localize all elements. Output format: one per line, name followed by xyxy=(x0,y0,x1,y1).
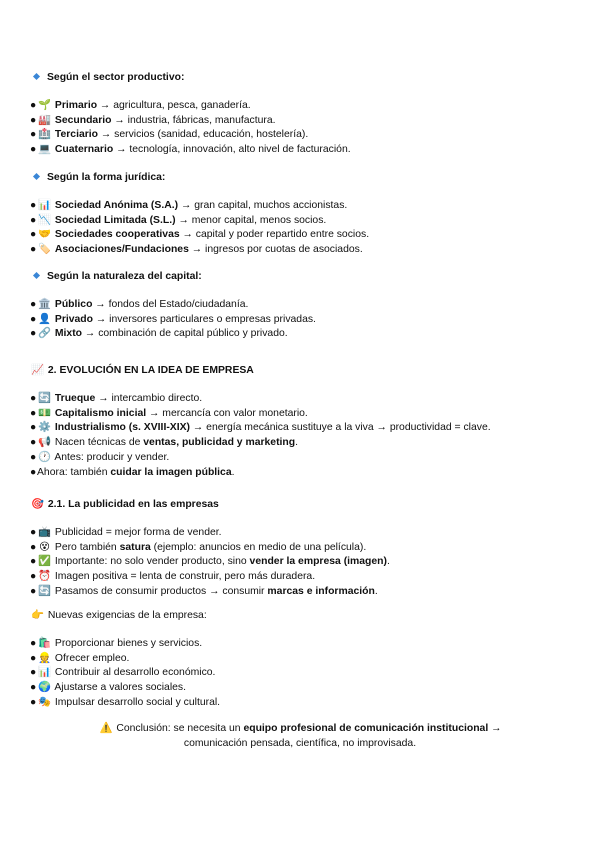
item-emoji-icon: 📊 xyxy=(38,667,51,679)
item-term: cuidar la imagen pública xyxy=(110,466,232,478)
item-emoji-icon: 💵 xyxy=(38,407,51,419)
list-item xyxy=(30,128,575,143)
item-emoji-icon: 📺 xyxy=(38,526,51,538)
capital-section xyxy=(30,270,575,342)
item-emoji-icon: 🔄 xyxy=(38,585,51,597)
bullet-icon: ● xyxy=(30,667,37,679)
item-emoji-icon: 🎭 xyxy=(38,696,51,708)
bullet-icon: ● xyxy=(30,313,37,325)
item-emoji-icon: 🌱 xyxy=(38,99,51,111)
item-term: ventas, publicidad y marketing xyxy=(143,437,296,449)
item-emoji-icon: 🕐 xyxy=(38,451,51,463)
bullet-icon: ● xyxy=(30,244,37,256)
item-description: → tecnología, innovación, alto nivel de facturación. xyxy=(113,144,351,156)
sector-list xyxy=(30,99,575,158)
capital-heading: Según la naturaleza del capital: xyxy=(30,270,575,285)
item-emoji-icon: ⏰ xyxy=(38,571,51,583)
item-description: → energía mecánica sustituye a la viva → productividad = clave. xyxy=(190,422,491,434)
juridica-list xyxy=(30,199,575,258)
publicidad-list xyxy=(30,526,575,600)
item-text: Ofrecer empleo. xyxy=(54,652,130,664)
item-emoji-icon: ✅ xyxy=(38,556,51,568)
item-emoji-icon: 🛍️ xyxy=(38,637,51,649)
juridica-heading: Según la forma jurídica: xyxy=(30,171,575,186)
item-term: vender la empresa (imagen) xyxy=(249,556,387,568)
sector-section xyxy=(30,71,575,158)
item-description: → intercambio directo. xyxy=(95,392,203,404)
item-emoji-icon: 📢 xyxy=(38,437,51,449)
item-term: Trueque xyxy=(54,392,96,404)
list-item xyxy=(30,99,575,114)
list-item xyxy=(30,313,575,328)
item-emoji-icon: 🤝 xyxy=(38,229,51,241)
item-emoji-icon: 👤 xyxy=(38,313,51,325)
bullet-icon: ● xyxy=(30,328,37,340)
bullet-icon: ● xyxy=(30,571,37,583)
list-item xyxy=(30,243,575,258)
item-emoji-icon: 📉 xyxy=(38,214,51,226)
bullet-icon: ● xyxy=(30,556,37,568)
item-term: satura xyxy=(119,541,151,553)
diamond-bullet-icon xyxy=(33,272,40,279)
list-item xyxy=(30,696,575,711)
exigencias-intro: 👉 Nuevas exigencias de la empresa: xyxy=(30,609,575,624)
diamond-bullet-icon xyxy=(33,73,40,80)
item-term: Secundario xyxy=(54,114,112,126)
diamond-bullet-icon xyxy=(33,173,40,180)
list-item xyxy=(30,143,575,158)
bullet-icon: ● xyxy=(30,392,37,404)
list-item xyxy=(30,570,575,585)
list-item xyxy=(30,436,575,451)
item-emoji-icon: 🏭 xyxy=(38,114,51,126)
item-description: . xyxy=(387,556,390,568)
item-emoji-icon: 🌍 xyxy=(38,682,51,694)
item-description: → servicios (sanidad, educación, hostelería). xyxy=(98,129,309,141)
bullet-icon: ● xyxy=(30,144,37,156)
item-description: → inversores particulares o empresas privadas. xyxy=(93,313,316,325)
conclusion-line-2: comunicación pensada, científica, no improvisada. xyxy=(183,737,417,749)
item-term: Capitalismo inicial xyxy=(54,407,147,419)
item-description: → agricultura, pesca, ganadería. xyxy=(97,99,251,111)
list-item xyxy=(30,392,575,407)
item-emoji-icon: 🔄 xyxy=(38,392,51,404)
bullet-icon: ● xyxy=(30,99,37,111)
item-text: Impulsar desarrollo social y cultural. xyxy=(54,696,221,708)
bullet-icon: ● xyxy=(30,541,37,553)
bullet-icon: ● xyxy=(30,526,37,538)
chart-up-icon: 📈 xyxy=(31,365,44,376)
item-text: Proporcionar bienes y servicios. xyxy=(54,637,203,649)
item-emoji-icon: 📊 xyxy=(38,199,51,211)
conclusion xyxy=(60,722,540,752)
list-item xyxy=(30,652,575,667)
item-text: Imagen positiva = lenta de construir, pero más duradera. xyxy=(54,571,316,583)
evolucion-heading: 📈 2. EVOLUCIÓN EN LA IDEA DE EMPRESA xyxy=(30,364,575,379)
item-emoji-icon: ⚙️ xyxy=(38,422,51,434)
item-term: Sociedad Anónima (S.A.) xyxy=(54,199,179,211)
item-description: → gran capital, muchos accionistas. xyxy=(178,199,348,211)
bullet-icon: ● xyxy=(30,696,37,708)
item-text: Contribuir al desarrollo económico. xyxy=(54,667,216,679)
item-term: Mixto xyxy=(54,328,83,340)
publicidad-section xyxy=(30,498,575,600)
item-term: marcas e información xyxy=(267,585,375,597)
item-term: Privado xyxy=(54,313,94,325)
item-term: Terciario xyxy=(54,129,99,141)
list-item xyxy=(30,407,575,422)
bullet-icon: ● xyxy=(30,652,37,664)
item-emoji-icon: 🏛️ xyxy=(38,298,51,310)
item-term: Sociedad Limitada (S.L.) xyxy=(54,214,176,226)
list-item xyxy=(30,681,575,696)
item-emoji-icon: 💻 xyxy=(38,144,51,156)
bullet-icon: ● xyxy=(30,437,37,449)
bullet-icon: ● xyxy=(30,585,37,597)
target-icon: 🎯 xyxy=(31,499,44,510)
item-text: Nacen técnicas de xyxy=(54,437,144,449)
item-description: → combinación de capital público y privado. xyxy=(82,328,288,340)
bullet-icon: ● xyxy=(30,637,37,649)
item-term: Asociaciones/Fundaciones xyxy=(54,244,189,256)
evolucion-list xyxy=(30,392,575,481)
item-term: Industrialismo (s. XVIII-XIX) xyxy=(54,422,190,434)
item-emoji-icon: 🏥 xyxy=(38,129,51,141)
item-emoji-icon: 😵 xyxy=(39,541,50,553)
list-item xyxy=(30,327,575,342)
bullet-icon: ● xyxy=(30,682,37,694)
list-item xyxy=(30,421,575,436)
publicidad-heading: 🎯 2.1. La publicidad en las empresas xyxy=(30,498,575,513)
item-description: → capital y poder repartido entre socios. xyxy=(179,229,370,241)
capital-list xyxy=(30,298,575,342)
list-item xyxy=(30,199,575,214)
list-item xyxy=(30,114,575,129)
bullet-icon: ● xyxy=(30,422,37,434)
bullet-icon: ● xyxy=(30,407,37,419)
list-item xyxy=(30,666,575,681)
item-emoji-icon: 👷 xyxy=(38,652,51,664)
list-item xyxy=(30,585,575,600)
juridica-section xyxy=(30,171,575,258)
item-description: → mercancía con valor monetario. xyxy=(146,407,308,419)
list-item xyxy=(30,214,575,229)
item-text: Ajustarse a valores sociales. xyxy=(54,682,187,694)
item-description: → industria, fábricas, manufactura. xyxy=(111,114,276,126)
bullet-icon: ● xyxy=(30,199,37,211)
item-description: . xyxy=(231,466,235,478)
bullet-icon: ● xyxy=(30,451,37,463)
bullet-icon: ● xyxy=(30,129,37,141)
item-text: Publicidad = mejor forma de vender. xyxy=(54,526,222,538)
evolucion-section xyxy=(30,364,575,481)
conclusion-line-1: ⚠️ Conclusión: se necesita un equipo profesional de comunicación institucional → xyxy=(60,722,540,737)
item-term: Cuaternario xyxy=(54,144,114,156)
item-emoji-icon: 🏷️ xyxy=(38,244,51,256)
item-term: Sociedades cooperativas xyxy=(54,229,180,241)
exigencias-list xyxy=(30,637,575,711)
item-text: Pasamos de consumir productos → consumir xyxy=(54,585,268,597)
item-description: → ingresos por cuotas de asociados. xyxy=(188,244,363,256)
warning-icon: ⚠️ xyxy=(99,723,113,734)
item-text: Pero también xyxy=(54,541,120,553)
bullet-icon: ● xyxy=(30,114,37,126)
item-description: (ejemplo: anuncios en medio de una película). xyxy=(150,541,367,553)
item-emoji-icon: 🔗 xyxy=(38,328,51,340)
list-item xyxy=(30,451,575,466)
list-item xyxy=(30,555,575,570)
exigencias-section xyxy=(30,609,575,711)
sector-heading: Según el sector productivo: xyxy=(30,71,575,86)
list-item xyxy=(30,637,575,652)
item-description: → menor capital, menos socios. xyxy=(175,214,327,226)
list-item xyxy=(30,298,575,313)
bullet-icon: ● xyxy=(30,298,37,310)
item-text: Antes: producir y vender. xyxy=(54,451,170,463)
item-text: Ahora: también xyxy=(37,466,111,478)
item-term: Público xyxy=(54,298,93,310)
list-item xyxy=(30,228,575,243)
bullet-icon: ● xyxy=(30,466,37,478)
item-term: Primario xyxy=(54,99,98,111)
pointing-hand-icon: 👉 xyxy=(31,610,44,621)
bullet-icon: ● xyxy=(30,214,37,226)
item-text: Importante: no solo vender producto, sino xyxy=(54,556,250,568)
list-item xyxy=(30,466,575,481)
item-description: → fondos del Estado/ciudadanía. xyxy=(92,298,249,310)
list-item xyxy=(30,541,575,556)
item-description: . xyxy=(374,585,378,597)
item-description: . xyxy=(295,437,299,449)
list-item xyxy=(30,526,575,541)
bullet-icon: ● xyxy=(30,229,37,241)
